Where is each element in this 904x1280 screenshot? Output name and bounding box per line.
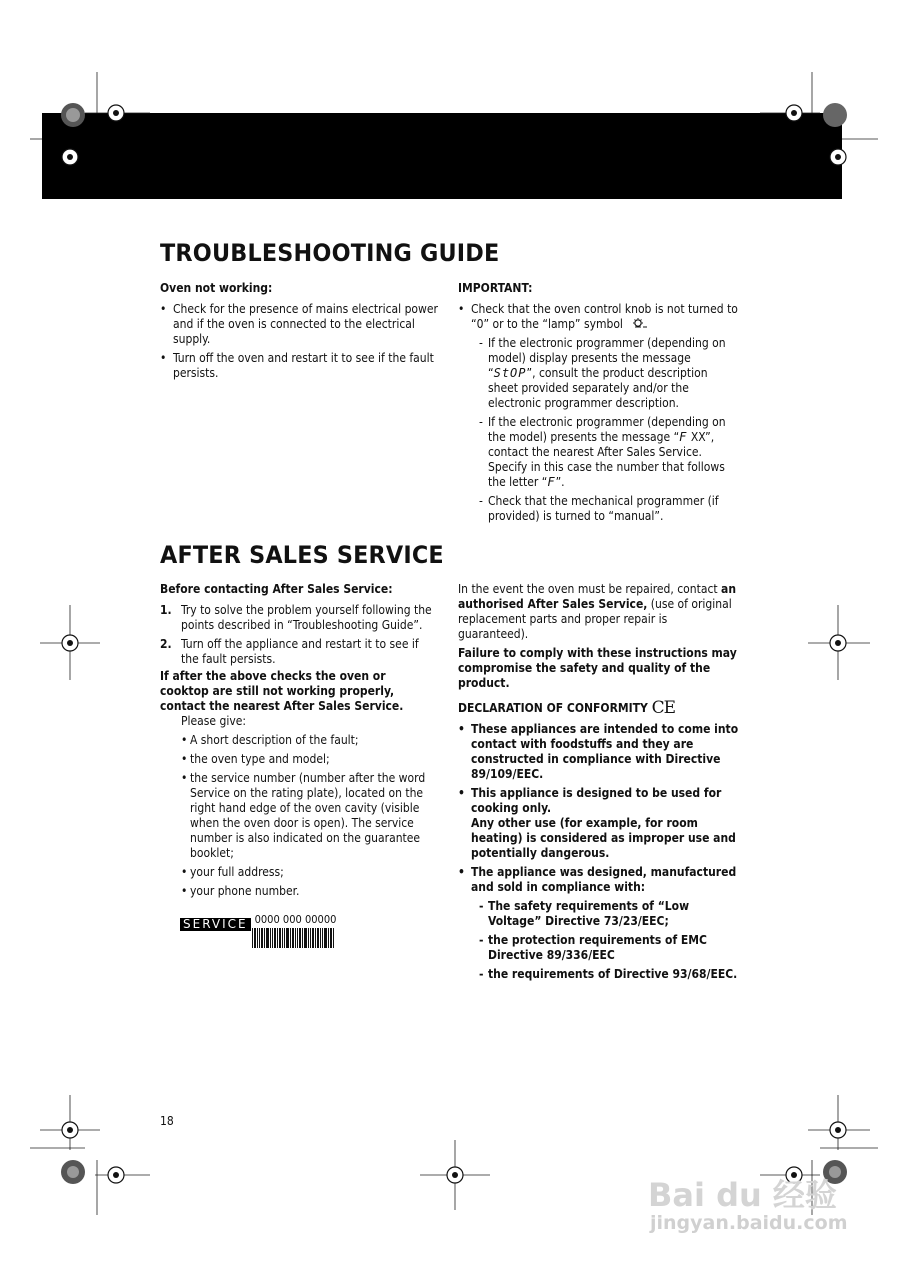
- dash-2-text-c: ”.: [555, 475, 565, 489]
- repair-text-bold: an authorised After Sales Service,: [458, 582, 737, 611]
- list-item: [160, 637, 434, 667]
- dash-1-text-a: If the electronic programmer (depending on model) display presents the message “: [488, 336, 726, 380]
- list-item: • The appliance was designed, manufactured and sold in compliance with:: [458, 865, 740, 895]
- list-item: [458, 786, 740, 861]
- list-item: - Check that the mechanical programmer (if provided) is turned to “manual”.: [458, 494, 738, 524]
- step-number: 2.: [160, 637, 172, 651]
- repair-text-b: (use of original replacement parts and proper repair is guaranteed).: [458, 597, 732, 641]
- list-item: • the oven type and model;: [160, 752, 434, 767]
- declaration-heading-text: DECLARATION OF CONFORMITY: [458, 701, 648, 715]
- before-contacting-heading: Before contacting After Sales Service:: [160, 582, 393, 596]
- failure-warning: Failure to comply with these instructions may compromise the safety and quality of the product.: [458, 646, 737, 690]
- list-item: [458, 336, 738, 411]
- list-item: • These appliances are intended to come into contact with foodstuffs and they are constructed in compliance with Directive 89/109/EEC.: [458, 722, 740, 782]
- service-label: SERVICE: [180, 918, 251, 931]
- f-code: F: [679, 430, 688, 444]
- list-item: - The safety requirements of “Low Voltage” Directive 73/23/EEC;: [458, 899, 740, 929]
- page-number: 18: [160, 1114, 174, 1128]
- stop-code: StOP: [493, 366, 527, 380]
- steps-list: [160, 603, 434, 667]
- list-item: [458, 302, 738, 332]
- declaration-list: [458, 722, 740, 982]
- repair-paragraph: [458, 582, 740, 642]
- list-item: [160, 603, 434, 633]
- decl-2a: • This appliance is designed to be used for cooking only.: [471, 786, 722, 815]
- after-sales-right-column: [458, 582, 740, 986]
- f-code-repeat: F: [547, 475, 556, 489]
- lamp-icon: [630, 318, 648, 330]
- troubleshooting-left-column: [160, 281, 438, 385]
- list-item: • Turn off the oven and restart it to see if the fault persists.: [160, 351, 438, 381]
- list-item: • your phone number.: [160, 884, 434, 899]
- oven-not-working-heading: Oven not working:: [160, 281, 273, 295]
- list-item: • the service number (number after the word Service on the rating plate), located on the right hand edge of the oven cavity (visible when the oven door is open). The service number is also indicated on the guarantee booklet;: [160, 771, 434, 861]
- declaration-heading: [458, 698, 740, 718]
- barcode: [252, 928, 334, 948]
- watermark-logo: Bai du 经验: [648, 1176, 837, 1214]
- oven-not-working-list: [160, 302, 438, 381]
- step-number: 1.: [160, 603, 172, 617]
- give-list: [160, 733, 434, 899]
- list-item: • Check for the presence of mains electrical power and if the oven is connected to the electrical supply.: [160, 302, 438, 347]
- after-sales-left-column: [160, 582, 434, 903]
- dash-1-text-b: ”, consult the product description sheet provided separately and/or the electronic programmer description.: [488, 366, 708, 410]
- after-sales-title: AFTER SALES SERVICE: [160, 541, 444, 569]
- decl-2b: Any other use (for example, for room heating) is considered as improper use and potentially dangerous.: [471, 816, 736, 860]
- list-item: • A short description of the fault;: [160, 733, 434, 748]
- list-item: - the requirements of Directive 93/68/EEC.: [458, 967, 740, 982]
- list-item: • your full address;: [160, 865, 434, 880]
- dash-2-text-a: If the electronic programmer (depending on the model) presents the message “: [488, 415, 726, 444]
- important-bullet-text: Check that the oven control knob is not turned to “0” or to the “lamp” symbol: [471, 302, 738, 331]
- list-item: - the protection requirements of EMC Directive 89/336/EEC: [458, 933, 740, 963]
- if-after-checks: If after the above checks the oven or cooktop are still not working properly, contact the nearest After Sales Service.: [160, 669, 404, 713]
- important-list: [458, 302, 738, 524]
- troubleshooting-title: TROUBLESHOOTING GUIDE: [160, 239, 500, 267]
- watermark-url: jingyan.baidu.com: [650, 1212, 848, 1234]
- step-text: Try to solve the problem yourself following the points described in “Troubleshooting Guide”.: [181, 603, 432, 632]
- step-text: Turn off the appliance and restart it to see if the fault persists.: [181, 637, 419, 666]
- troubleshooting-right-column: [458, 281, 738, 528]
- important-heading: IMPORTANT:: [458, 281, 533, 295]
- ce-mark-icon: CE: [651, 698, 676, 718]
- service-number: 0000 000 00000: [254, 913, 337, 926]
- list-item: [458, 415, 738, 490]
- dash-2-text-b: XX”, contact the nearest After Sales Service. Specify in this case the number that follows the letter “: [488, 430, 725, 489]
- repair-text-a: In the event the oven must be repaired, contact: [458, 582, 722, 596]
- please-give: Please give:: [181, 714, 246, 728]
